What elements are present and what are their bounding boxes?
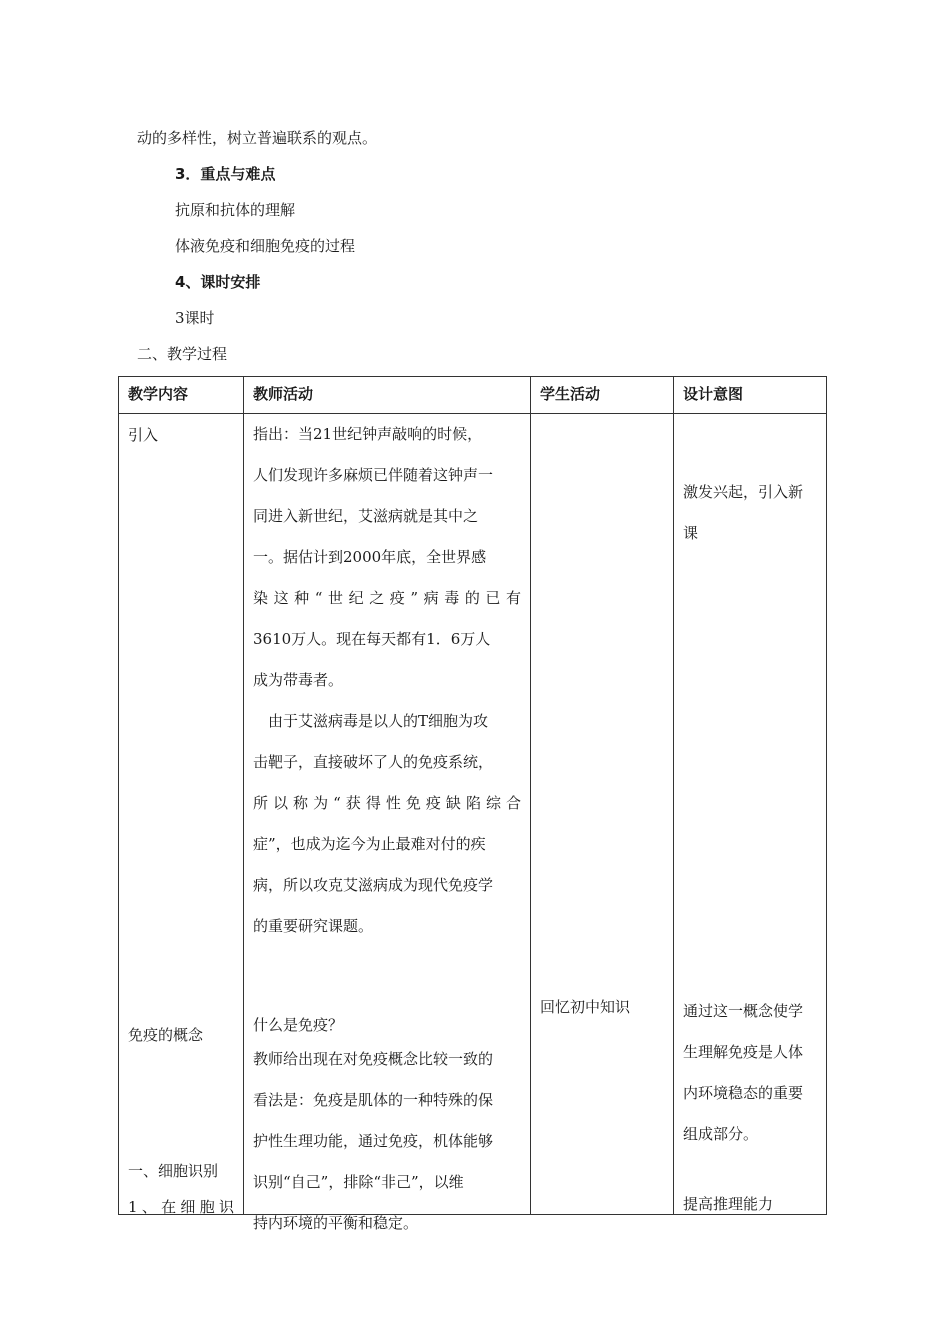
teacher-line: 染这种“世纪之疫”病毒的已有 <box>253 589 521 607</box>
intent-line: 提高推理能力 <box>683 1195 774 1213</box>
header-cell: 教学内容 <box>119 377 244 414</box>
teacher-line: 看法是：免疫是肌体的一种特殊的保 <box>253 1091 494 1109</box>
teacher-line: 指出：当21世纪钟声敲响的时候， <box>253 425 483 443</box>
table-row <box>119 414 827 1215</box>
teacher-line: 由于艾滋病毒是以人的T细胞为攻 <box>268 712 489 730</box>
teacher-line: 持内环境的平衡和稳定。 <box>253 1214 419 1232</box>
content-item: 1、在细胞识 <box>128 1198 234 1216</box>
teacher-line: 病，所以攻克艾滋病成为现代免疫学 <box>253 876 494 894</box>
header-cell: 学生活动 <box>531 377 674 414</box>
teacher-line: 成为带毒者。 <box>253 671 344 689</box>
content-item: 引入 <box>128 426 159 444</box>
teacher-line: 什么是免疫？ <box>253 1016 344 1034</box>
paragraph-line: 体液免疫和细胞免疫的过程 <box>175 237 356 255</box>
teacher-line: 同进入新世纪，艾滋病就是其中之 <box>253 507 479 525</box>
teacher-line: 3610万人。现在每天都有1．6万人 <box>253 630 491 648</box>
intent-line: 内环境稳态的重要 <box>683 1084 804 1102</box>
paragraph-line: 3课时 <box>175 309 215 327</box>
teacher-line: 识别“自己”，排除“非己”，以维 <box>253 1173 464 1191</box>
paragraph-line: 动的多样性，树立普遍联系的观点。 <box>137 129 378 147</box>
teacher-line: 所以称为“获得性免疫缺陷综合 <box>253 794 521 812</box>
teacher-line: 的重要研究课题。 <box>253 917 374 935</box>
paragraph-line: 抗原和抗体的理解 <box>175 201 296 219</box>
content-item: 免疫的概念 <box>128 1026 204 1044</box>
teacher-line: 护性生理功能，通过免疫，机体能够 <box>253 1132 494 1150</box>
table-header-row <box>119 377 827 414</box>
section-heading: 4、课时安排 <box>175 273 261 291</box>
teaching-process-table <box>118 376 827 1232</box>
student-activity-cell <box>531 414 674 1215</box>
teacher-line: 教师给出现在对免疫概念比较一致的 <box>253 1050 494 1068</box>
content-cell <box>119 414 244 1215</box>
design-intent-cell <box>674 414 827 1215</box>
teacher-line: 一。据估计到2000年底，全世界感 <box>253 548 487 566</box>
student-activity-item: 回忆初中知识 <box>540 998 631 1016</box>
teacher-line: 击靶子，直接破坏了人的免疫系统， <box>253 753 494 771</box>
intent-line: 通过这一概念使学 <box>683 1002 804 1020</box>
content-item: 一、细胞识别 <box>128 1162 219 1180</box>
intent-line: 课 <box>683 524 699 542</box>
teacher-activity-cell <box>244 414 531 1232</box>
header-cell: 设计意图 <box>674 377 827 414</box>
teacher-line: 人们发现许多麻烦已伴随着这钟声一 <box>253 466 494 484</box>
header-cell: 教师活动 <box>244 377 531 414</box>
intent-line: 组成部分。 <box>683 1125 759 1143</box>
teacher-line: 症”，也成为迄今为止最难对付的疾 <box>253 835 486 853</box>
intent-line: 激发兴起，引入新 <box>683 483 804 501</box>
section-heading: 3．重点与难点 <box>175 165 276 183</box>
intent-line: 生理解免疫是人体 <box>683 1043 804 1061</box>
section-heading: 二、教学过程 <box>137 345 228 363</box>
